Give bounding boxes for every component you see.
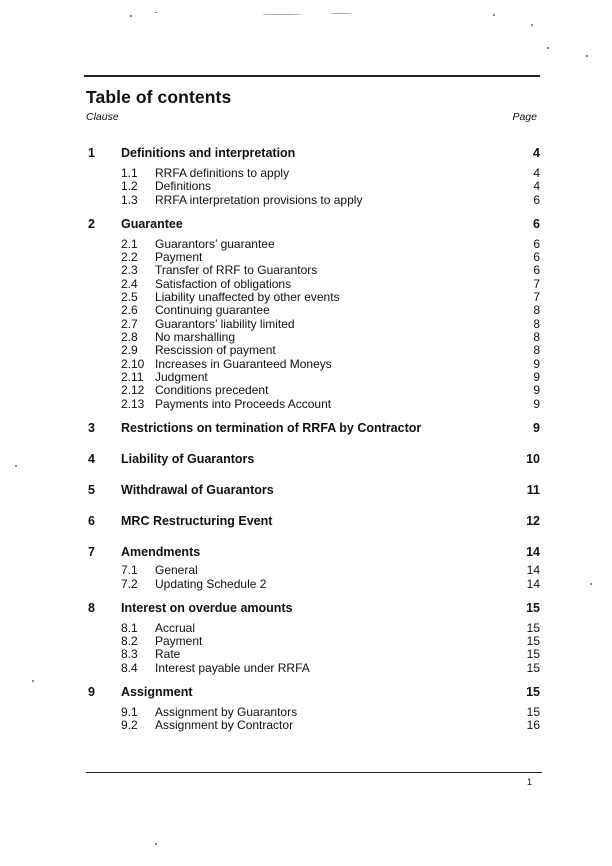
- entry-page: 14: [526, 545, 540, 559]
- entry-number: 1.2: [121, 179, 138, 193]
- entry-title: RRFA definitions to apply: [155, 166, 290, 180]
- entry-number: 9.2: [121, 718, 138, 732]
- toc-subclause-row: [0, 634, 612, 648]
- entry-title: Definitions: [155, 179, 212, 193]
- entry-title: Guarantors’ liability limited: [155, 317, 295, 331]
- toc-subclause-row: [0, 577, 612, 591]
- entry-title: Conditions precedent: [155, 383, 269, 397]
- toc-clause-row: [0, 146, 612, 160]
- entry-page: 11: [526, 483, 540, 497]
- entry-number: 2.13: [121, 397, 145, 411]
- toc-clause-row: [0, 421, 612, 435]
- entry-number: 9.1: [121, 705, 138, 719]
- toc-clause-row: [0, 601, 612, 615]
- toc-heading: Table of contents: [86, 87, 232, 107]
- toc-subclause-row: [0, 647, 612, 661]
- entry-page: 15: [526, 621, 540, 635]
- entry-number: 2.11: [121, 370, 144, 384]
- entry-page: 9: [533, 383, 540, 397]
- scan-speck: [330, 13, 352, 14]
- entry-number: 8.1: [121, 621, 138, 635]
- entry-page: 7: [533, 277, 540, 291]
- entry-page: 6: [533, 250, 540, 264]
- entry-title: Increases in Guaranteed Moneys: [155, 357, 332, 371]
- scan-speck: [493, 14, 495, 16]
- toc-clause-row: [0, 217, 612, 231]
- entry-title: Satisfaction of obligations: [155, 277, 292, 291]
- entry-title: Rescission of payment: [155, 343, 276, 357]
- entry-page: 9: [533, 397, 540, 411]
- bottom-rule: [86, 772, 542, 773]
- entry-title: General: [155, 563, 198, 577]
- entry-number: 7.2: [121, 577, 138, 591]
- entry-page: 15: [526, 705, 540, 719]
- toc-subclause-row: [0, 237, 612, 251]
- scan-speck: [262, 14, 302, 15]
- top-rule: [84, 75, 540, 77]
- entry-title: Continuing guarantee: [155, 303, 270, 317]
- entry-title: Updating Schedule 2: [155, 577, 267, 591]
- toc-subclause-row: [0, 303, 612, 317]
- entry-number: 2.1: [121, 237, 138, 251]
- scan-speck: [130, 15, 132, 17]
- scan-speck: [15, 465, 17, 467]
- entry-title: No marshalling: [155, 330, 236, 344]
- entry-page: 15: [526, 647, 540, 661]
- page-number: 1: [526, 777, 532, 787]
- scan-speck: [586, 55, 588, 57]
- entry-page: 4: [533, 146, 540, 160]
- toc-clause-row: [0, 685, 612, 699]
- entry-number: 9: [88, 685, 95, 699]
- entry-title: Payments into Proceeds Account: [155, 397, 332, 411]
- entry-number: 2.7: [121, 317, 138, 331]
- entry-number: 2.2: [121, 250, 138, 264]
- entry-number: 2.10: [121, 357, 145, 371]
- entry-number: 2: [88, 217, 95, 231]
- entry-title: RRFA interpretation provisions to apply: [155, 193, 363, 207]
- entry-title: Liability unaffected by other events: [155, 290, 340, 304]
- entry-title: Guarantee: [121, 217, 183, 231]
- entry-number: 6: [88, 514, 95, 528]
- entry-title: Accrual: [155, 621, 196, 635]
- entry-page: 12: [526, 514, 540, 528]
- toc-subclause-row: [0, 705, 612, 719]
- toc-subclause-row: [0, 317, 612, 331]
- entry-page: 6: [533, 263, 540, 277]
- page-column-header: Page: [512, 111, 537, 123]
- entry-page: 9: [533, 357, 540, 371]
- entry-page: 8: [533, 317, 540, 331]
- toc-subclause-row: [0, 370, 612, 384]
- entry-page: 6: [533, 217, 540, 231]
- toc-subclause-row: [0, 263, 612, 277]
- entry-page: 6: [533, 193, 540, 207]
- entry-title: Definitions and interpretation: [121, 146, 296, 160]
- entry-number: 1.1: [121, 166, 138, 180]
- entry-title: Transfer of RRF to Guarantors: [155, 263, 318, 277]
- entry-page: 15: [526, 601, 540, 615]
- entry-title: Payment: [155, 250, 203, 264]
- entry-number: 8.2: [121, 634, 138, 648]
- entry-number: 7.1: [121, 563, 138, 577]
- entry-title: Payment: [155, 634, 203, 648]
- entry-title: Assignment: [121, 685, 193, 699]
- entry-number: 8.3: [121, 647, 138, 661]
- entry-page: 4: [533, 179, 540, 193]
- toc-subclause-row: [0, 357, 612, 371]
- entry-title: Assignment by Guarantors: [155, 705, 298, 719]
- entry-page: 10: [526, 452, 540, 466]
- toc-subclause-row: [0, 277, 612, 291]
- toc-clause-row: [0, 514, 612, 528]
- entry-page: 15: [526, 661, 540, 675]
- entry-number: 1.3: [121, 193, 138, 207]
- entry-title: Assignment by Contractor: [155, 718, 294, 732]
- entry-title: Judgment: [155, 370, 208, 384]
- toc-subclause-row: [0, 661, 612, 675]
- scan-speck: [155, 12, 157, 13]
- entry-number: 7: [88, 545, 95, 559]
- entry-page: 6: [533, 237, 540, 251]
- entry-title: Interest on overdue amounts: [121, 601, 293, 615]
- entry-page: 15: [526, 634, 540, 648]
- entry-page: 14: [526, 577, 540, 591]
- entry-page: 8: [533, 303, 540, 317]
- scan-speck: [590, 583, 592, 585]
- scan-speck: [32, 680, 34, 682]
- entry-number: 2.6: [121, 303, 138, 317]
- clause-column-header: Clause: [86, 111, 119, 123]
- entry-page: 8: [533, 330, 540, 344]
- toc-subclause-row: [0, 563, 612, 577]
- entry-number: 8: [88, 601, 95, 615]
- entry-number: 2.12: [121, 383, 145, 397]
- toc-clause-row: [0, 483, 612, 497]
- entry-number: 2.8: [121, 330, 138, 344]
- toc-subclause-row: [0, 193, 612, 207]
- entry-title: MRC Restructuring Event: [121, 514, 273, 528]
- entry-title: Withdrawal of Guarantors: [121, 483, 274, 497]
- toc-subclause-row: [0, 290, 612, 304]
- toc-subclause-row: [0, 330, 612, 344]
- toc-subclause-row: [0, 166, 612, 180]
- entry-title: Guarantors’ guarantee: [155, 237, 275, 251]
- entry-page: 9: [533, 421, 540, 435]
- entry-number: 4: [88, 452, 95, 466]
- entry-title: Restrictions on termination of RRFA by Contractor: [121, 421, 422, 435]
- entry-number: 8.4: [121, 661, 138, 675]
- toc-clause-row: [0, 452, 612, 466]
- toc-clause-row: [0, 545, 612, 559]
- entry-number: 2.9: [121, 343, 138, 357]
- toc-subclause-row: [0, 179, 612, 193]
- entry-number: 1: [88, 146, 95, 160]
- entry-title: Liability of Guarantors: [121, 452, 255, 466]
- scan-speck: [547, 47, 549, 49]
- toc-subclause-row: [0, 621, 612, 635]
- scan-speck: [531, 24, 533, 26]
- entry-title: Interest payable under RRFA: [155, 661, 310, 675]
- entry-number: 2.4: [121, 277, 138, 291]
- entry-title: Rate: [155, 647, 181, 661]
- toc-subclause-row: [0, 383, 612, 397]
- entry-number: 2.5: [121, 290, 138, 304]
- entry-number: 3: [88, 421, 95, 435]
- entry-title: Amendments: [121, 545, 201, 559]
- entry-page: 9: [533, 370, 540, 384]
- toc-subclause-row: [0, 397, 612, 411]
- entry-page: 8: [533, 343, 540, 357]
- toc-subclause-row: [0, 718, 612, 732]
- toc-subclause-row: [0, 250, 612, 264]
- entry-page: 7: [533, 290, 540, 304]
- scan-speck: [155, 843, 157, 845]
- entry-number: 5: [88, 483, 95, 497]
- entry-page: 15: [526, 685, 540, 699]
- entry-page: 16: [526, 718, 540, 732]
- entry-number: 2.3: [121, 263, 138, 277]
- toc-subclause-row: [0, 343, 612, 357]
- entry-page: 14: [526, 563, 540, 577]
- entry-page: 4: [533, 166, 540, 180]
